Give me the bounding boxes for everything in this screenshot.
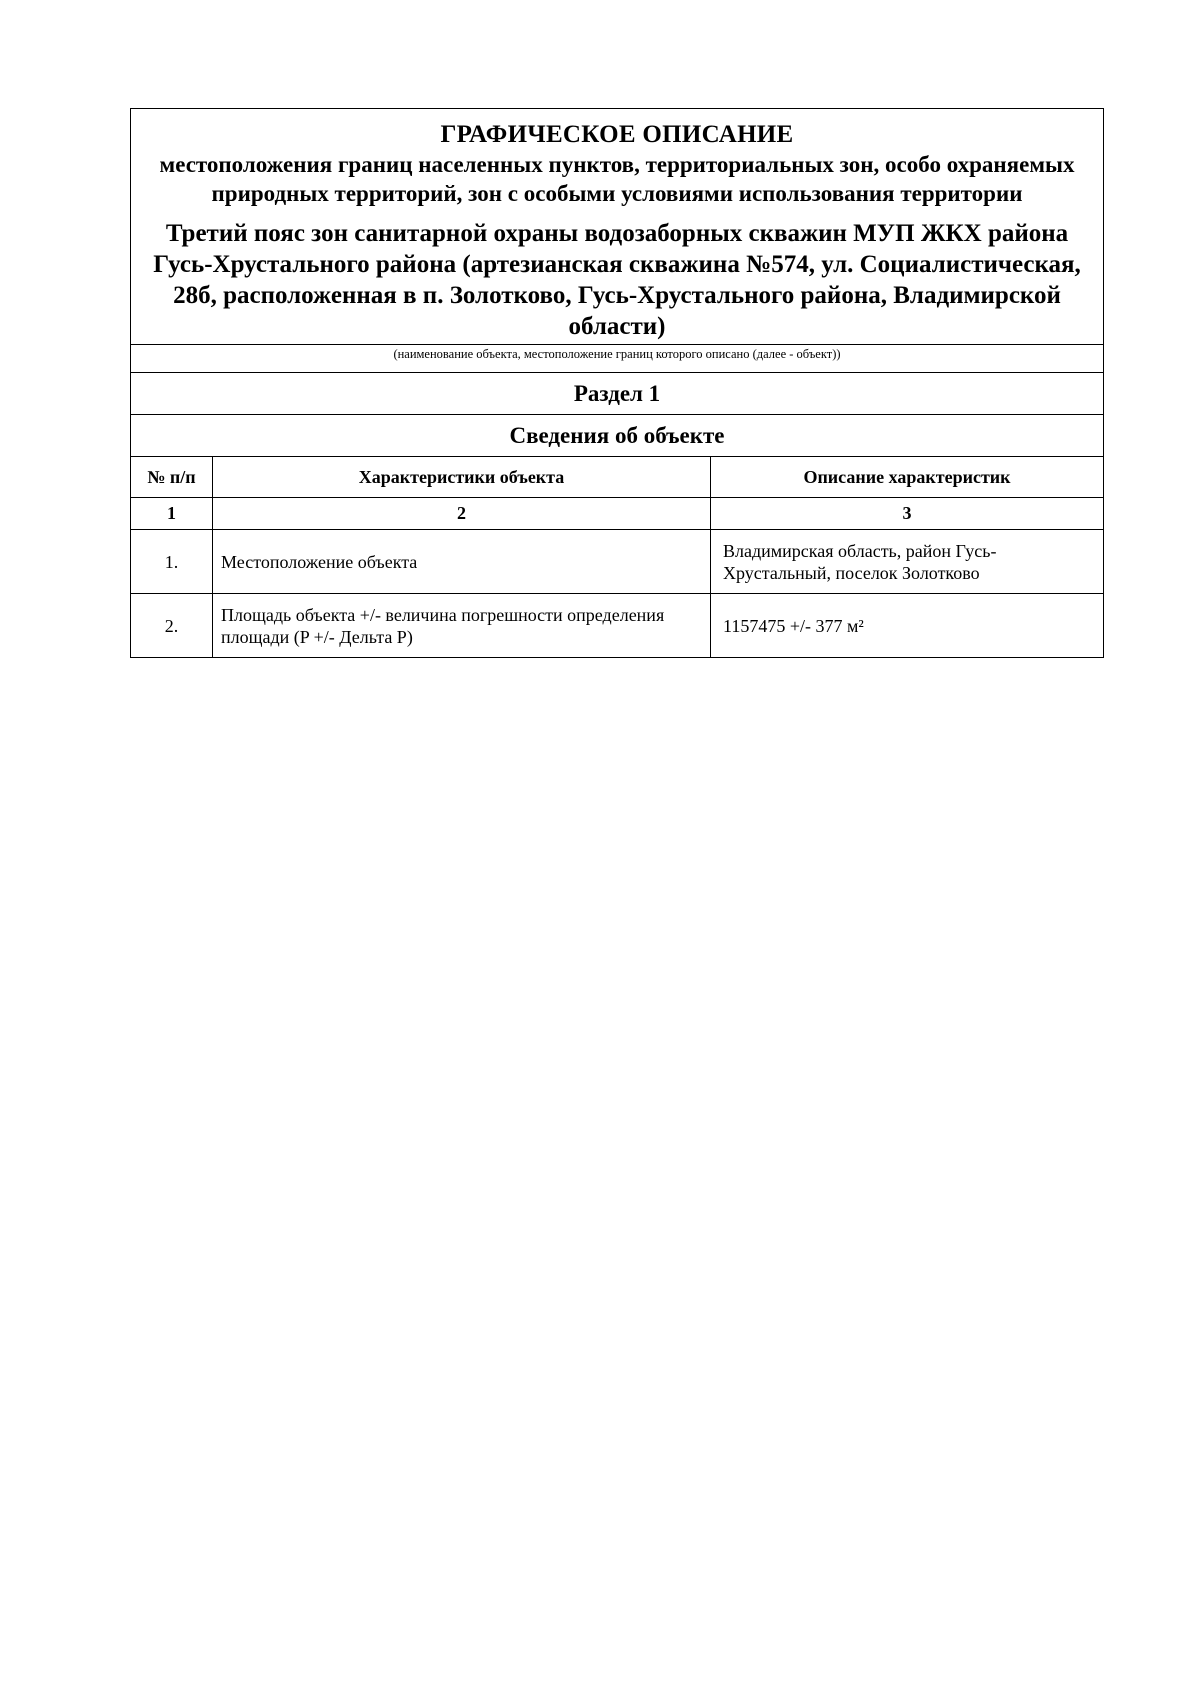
row-description: Владимирская область, район Гусь-Хрустальный, поселок Золотково [711, 530, 1104, 594]
document-header [131, 109, 1103, 344]
column-number: 2 [213, 498, 711, 530]
object-info-table [131, 456, 1103, 657]
row-number: 1. [131, 530, 213, 594]
row-characteristic: Местоположение объекта [213, 530, 711, 594]
document-form [130, 108, 1104, 658]
table-row [131, 594, 1103, 658]
document-subtitle: местоположения границ населенных пунктов, территориальных зон, особо охраняемых природных территорий, зон с особыми условиями использования территории [159, 152, 1075, 206]
column-header-characteristic: Характеристики объекта [213, 457, 711, 498]
object-name: Третий пояс зон санитарной охраны водозаборных скважин МУП ЖКХ района Гусь-Хрустального района (артезианская скважина №574, ул. Социалистическая, 28б, расположенная в п. Золотково, Гусь-Хрустального района, Владимирской области) [153, 220, 1081, 340]
section-title: Раздел 1 [131, 372, 1103, 414]
document-title: ГРАФИЧЕСКОЕ ОПИСАНИЕ [440, 121, 794, 148]
section-subtitle: Сведения об объекте [131, 414, 1103, 456]
row-number: 2. [131, 594, 213, 658]
column-header-number: № п/п [131, 457, 213, 498]
row-characteristic: Площадь объекта +/- величина погрешности определения площади (P +/- Дельта P) [213, 594, 711, 658]
table-header-row [131, 457, 1103, 498]
column-numbers-row [131, 498, 1103, 530]
table-row [131, 530, 1103, 594]
object-name-caption: (наименование объекта, местоположение границ которого описано (далее - объект)) [131, 344, 1103, 372]
row-description: 1157475 +/- 377 м² [711, 594, 1104, 658]
column-header-description: Описание характеристик [711, 457, 1104, 498]
column-number: 1 [131, 498, 213, 530]
column-number: 3 [711, 498, 1104, 530]
